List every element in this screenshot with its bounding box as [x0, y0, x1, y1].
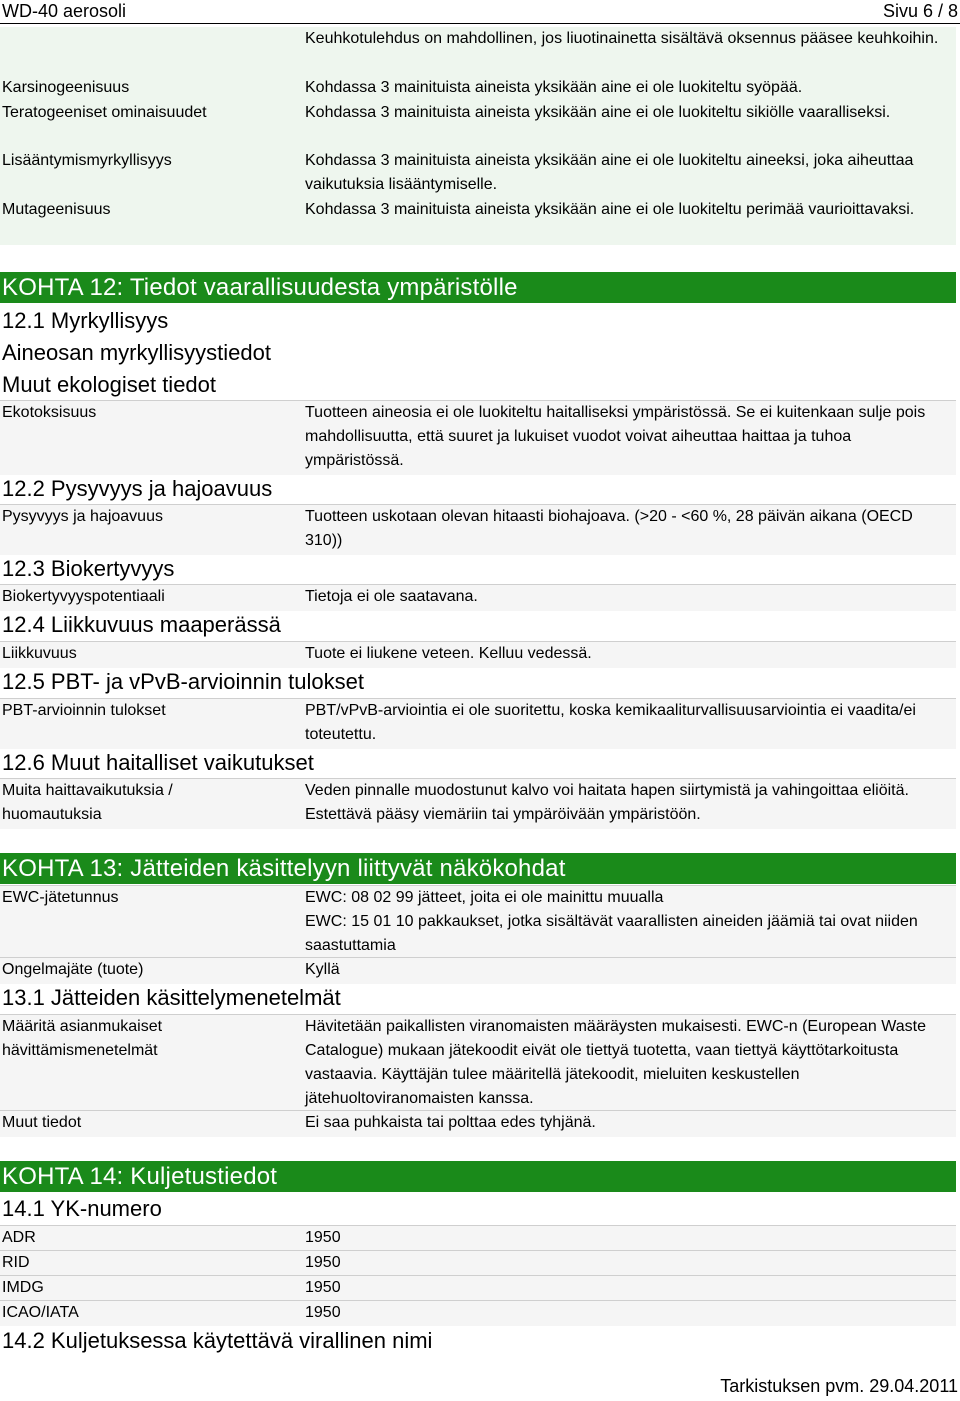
heading-12-4: 12.4 Liikkuvuus maaperässä — [2, 612, 281, 637]
row-value: 1950 — [305, 1229, 341, 1246]
row-label: Muita haittavaikutuksia / huomautuksia — [2, 782, 173, 823]
transport-row — [0, 1300, 956, 1326]
row-label: Karsinogeenisuus — [2, 79, 130, 96]
row-value: EWC: 08 02 99 jätteet, joita ei ole mainittu muualla — [305, 889, 664, 906]
row-value: Keuhkotulehdus on mahdollinen, jos liuotinainetta sisältävä oksennus pääsee keuhkoihin. — [305, 30, 939, 47]
row-value: PBT/vPvB-arviointia ei ole suoritettu, koska kemikaaliturvallisuusarviointia ei vaadita/ei toteutettu. — [305, 702, 916, 743]
other-info-row — [0, 1110, 956, 1137]
row-value: Hävitetään paikallisten viranomaisten määräysten mukaisesti. EWC-n (European Waste Catalogue) mukaan jätekoodit eivät ole tiettyä tuotetta, vaan tiettyä käyttötarkoitusta vastaavia. Käyttäjän tulee määritellä jätekoodit, mieluiten keskustellen jätehuoltoviranomaisten kanssa. — [305, 1018, 927, 1107]
disposal-methods-row — [0, 1014, 956, 1111]
mobility-row — [0, 641, 956, 668]
section-12-header: KOHTA 12: Tiedot vaarallisuudesta ympäristölle — [0, 272, 956, 303]
heading-12-1: 12.1 Myrkyllisyys — [2, 308, 169, 333]
row-label: EWC-jätetunnus — [2, 889, 119, 906]
transport-row — [0, 1250, 956, 1276]
row-label: Liikkuvuus — [2, 645, 77, 662]
row-label: Biokertyvyyspotentiaali — [2, 588, 165, 605]
heading-ingredient-toxicity: Aineosan myrkyllisyystiedot — [2, 340, 271, 365]
pbt-row — [0, 698, 956, 749]
other-effects-row — [0, 778, 956, 829]
heading-14-1: 14.1 YK-numero — [2, 1196, 162, 1221]
row-label: Lisääntymismyrkyllisyys — [2, 152, 172, 169]
row-value: 1950 — [305, 1254, 341, 1271]
bioaccumulation-row — [0, 584, 956, 611]
transport-row — [0, 1225, 956, 1251]
hazardous-waste-row — [0, 957, 956, 984]
heading-13-1: 13.1 Jätteiden käsittelymenetelmät — [2, 985, 341, 1010]
row-label: IMDG — [2, 1279, 44, 1296]
row-label: Määritä asianmukaiset hävittämismenetelmät — [2, 1018, 163, 1059]
row-value: 1950 — [305, 1279, 341, 1296]
row-label: Muut tiedot — [2, 1114, 82, 1131]
row-value: Tietoja ei ole saatavana. — [305, 588, 478, 605]
row-label: Pysyvyys ja hajoavuus — [2, 508, 163, 525]
persistence-row — [0, 504, 956, 555]
row-value: Kyllä — [305, 961, 340, 978]
transport-row — [0, 1275, 956, 1301]
heading-12-6: 12.6 Muut haitalliset vaikutukset — [2, 750, 314, 775]
row-label: PBT-arvioinnin tulokset — [2, 702, 166, 719]
row-label: ICAO/IATA — [2, 1304, 79, 1321]
page-header — [2, 0, 958, 22]
section-13-header: KOHTA 13: Jätteiden käsittelyyn liittyvät näkökohdat — [0, 853, 956, 884]
row-label: Ongelmajäte (tuote) — [2, 961, 144, 978]
section-14-header: KOHTA 14: Kuljetustiedot — [0, 1161, 956, 1192]
row-value: Kohdassa 3 mainituista aineista yksikään aine ei ole luokiteltu syöpää. — [305, 79, 803, 96]
ewc-row — [0, 885, 956, 958]
row-label: Ekotoksisuus — [2, 404, 97, 421]
heading-other-eco-info: Muut ekologiset tiedot — [2, 372, 217, 397]
row-value: Veden pinnalle muodostunut kalvo voi haitata hapen siirtymistä ja vahingoittaa eliöitä. Estettävä pääsy viemäriin tai ympäröivään ympäristöön. — [305, 782, 909, 823]
row-label: ADR — [2, 1229, 36, 1246]
heading-12-3: 12.3 Biokertyvyys — [2, 556, 175, 581]
toxicology-table — [0, 27, 956, 245]
row-value: Kohdassa 3 mainituista aineista yksikään aine ei ole luokiteltu sikiölle vaaralliseksi. — [305, 104, 891, 121]
row-value: Tuote ei liukene veteen. Kelluu vedessä. — [305, 645, 592, 662]
row-value: Tuotteen aineosia ei ole luokiteltu haitalliseksi ympäristössä. Se ei kuitenkaan sulje pois mahdollisuutta, että suuret ja lukuiset vuodot voivat aiheuttaa haittaa ja tuhoa ympäristössä. — [305, 404, 926, 469]
row-value: EWC: 15 01 10 pakkaukset, jotka sisältävät vaarallisten aineiden jäämiä tai ovat niiden saastuttamia — [305, 913, 918, 954]
heading-14-2: 14.2 Kuljetuksessa käytettävä virallinen nimi — [2, 1328, 433, 1353]
row-label: Mutageenisuus — [2, 201, 111, 218]
document-title: WD-40 aerosoli — [2, 1, 127, 21]
row-value: Kohdassa 3 mainituista aineista yksikään aine ei ole luokiteltu perimää vaurioittavaksi. — [305, 201, 915, 218]
ecotoxicity-row — [0, 400, 956, 475]
row-value: Ei saa puhkaista tai polttaa edes tyhjänä. — [305, 1114, 596, 1131]
header-divider — [0, 23, 960, 24]
row-value: Kohdassa 3 mainituista aineista yksikään aine ei ole luokiteltu aineeksi, joka aiheuttaa vaikutuksia lisääntymiselle. — [305, 152, 914, 193]
row-value: 1950 — [305, 1304, 341, 1321]
page-number: Sivu 6 / 8 — [882, 1, 958, 21]
row-label: Teratogeeniset ominaisuudet — [2, 104, 207, 121]
row-value: Tuotteen uskotaan olevan hitaasti biohajoava. (>20 - <60 %, 28 päivän aikana (OECD 310)) — [305, 508, 913, 549]
heading-12-2: 12.2 Pysyvyys ja hajoavuus — [2, 476, 273, 501]
heading-12-5: 12.5 PBT- ja vPvB-arvioinnin tulokset — [2, 669, 364, 694]
revision-date: Tarkistuksen pvm. 29.04.2011 — [720, 1376, 958, 1396]
row-label: RID — [2, 1254, 30, 1271]
